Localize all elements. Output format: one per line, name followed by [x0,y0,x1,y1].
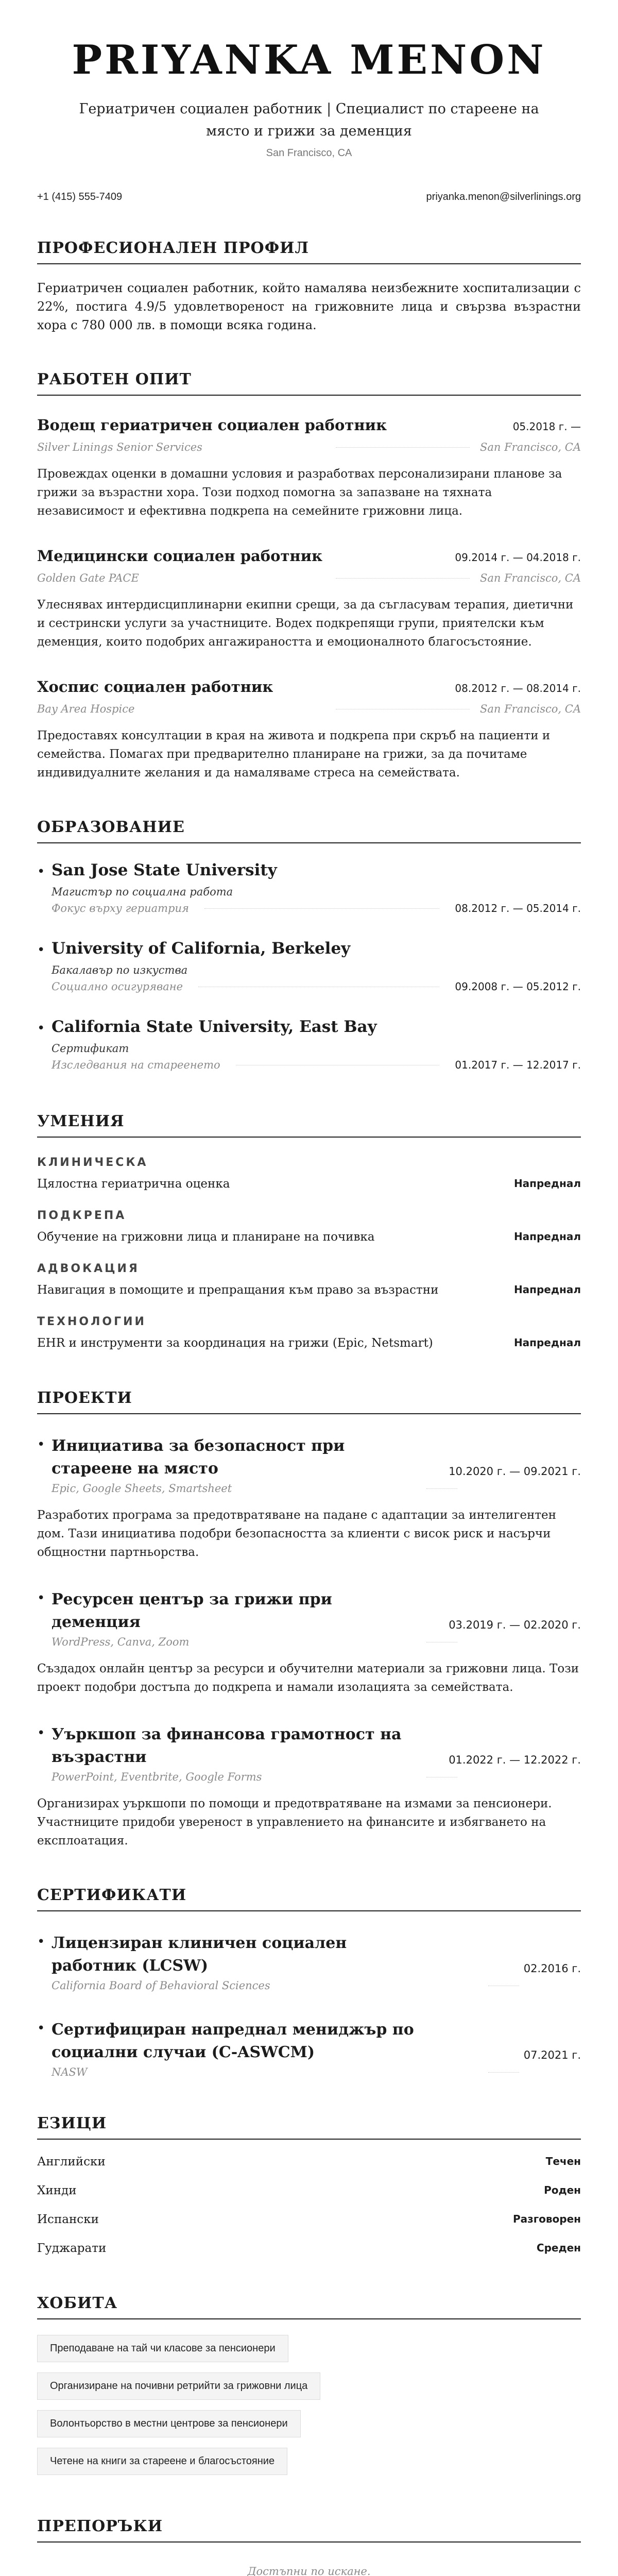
skill-name: Навигация в помощите и препращания към право за възрастни [37,1283,439,1297]
job-location: San Francisco, CA [479,441,581,453]
section-title-projects: ПРОЕКТИ [37,1389,581,1414]
education-section [37,818,581,1071]
languages-section [37,2114,581,2255]
project-date: 10.2020 г. — 09.2021 г. [449,1465,581,1478]
project-tech: PowerPoint, Eventbrite, Google Forms [52,1771,262,1783]
bullet-icon: • [37,1725,45,1741]
language-name: Английски [37,2155,106,2168]
hobby-tag: Волонтьорство в местни центрове за пенсионери [37,2410,301,2437]
section-title-skills: УМЕНИЯ [37,1112,581,1138]
language-row [37,2213,581,2226]
certificate-entry [37,1932,581,1992]
project-entry [37,1588,581,1697]
skill-level: Напреднал [513,1230,581,1243]
project-entry [37,1723,581,1850]
language-row [37,2242,581,2255]
project-name: Уъркшоп за финансова грамотност на възрастни [52,1725,402,1766]
certificate-date: 07.2021 г. [523,2049,581,2061]
edu-focus: Изследвания на стареенето [52,1059,220,1071]
certificates-section [37,1886,581,2078]
job-entry [37,547,581,651]
edu-focus: Социално осигуряване [52,980,183,993]
education-entry [37,939,581,993]
certificate-entry [37,2019,581,2078]
skill-category: КЛИНИЧЕСКА [37,1156,148,1169]
language-name: Хинди [37,2184,77,2197]
candidate-headline: Гериатричен социален работник | Специалист по стареене на място и грижи за деменция [79,101,539,139]
resume-header [37,0,581,159]
skill-level: Напреднал [513,1283,581,1296]
skill-level: Напреднал [513,1177,581,1190]
language-name: Гуджарати [37,2242,107,2255]
bullet-icon: • [37,1934,45,1950]
profile-section [37,239,581,334]
job-title: Хоспис социален работник [37,678,273,696]
section-title-experience: РАБОТЕН ОПИТ [37,370,581,396]
section-title-profile: ПРОФЕСИОНАЛЕН ПРОФИЛ [37,239,581,264]
job-company: Silver Linings Senior Services [37,441,202,453]
job-entry [37,678,581,782]
job-description: Предоставях консултации в края на живота и подкрепа при скръб на пациенти и семейства. Помагах при предварително планиране на грижи, за да почитаме индивидуалните желания и да намаляваме стреса на семействата. [37,729,551,779]
profile-summary: Гериатричен социален работник, който намалява неизбежните хоспитализации с 22%, постига 4.9/5 удовлетвореност на грижовните лица и свързва възрастни хора с 780 000 лв. в помощи всяка година. [37,281,581,332]
job-location: San Francisco, CA [479,703,581,715]
hobby-tag: Четене на книги за стареене и благосъстояние [37,2448,287,2475]
skills-section [37,1112,581,1350]
candidate-name: PRIYANKA MENON [72,37,546,83]
references-section [37,2517,581,2576]
dotted-leader [336,447,470,448]
project-description: Създадох онлайн център за ресурси и обучителни материали за грижовни лица. Този проект подобри достъпа до подкрепа и намали изолацията за семействата. [37,1662,579,1694]
project-date: 01.2022 г. — 12.2022 г. [449,1754,581,1766]
skill-category: ПОДКРЕПА [37,1209,127,1222]
project-tech: WordPress, Canva, Zoom [52,1636,190,1648]
bullet-icon: • [37,1437,45,1452]
hobby-tag: Организиране на почивни ретрийти за грижовни лица [37,2372,320,2400]
education-entry [37,1018,581,1071]
project-entry [37,1435,581,1562]
resume-content [37,0,581,2576]
candidate-location: San Francisco, CA [266,147,352,159]
certificate-issuer: California Board of Behavioral Sciences [52,1979,270,1992]
job-company: Bay Area Hospice [37,703,135,715]
bullet-icon: • [37,2021,45,2036]
edu-date: 09.2008 г. — 05.2012 г. [455,980,581,993]
language-level: Роден [544,2184,581,2196]
job-location: San Francisco, CA [479,572,581,584]
projects-section [37,1389,581,1850]
job-title: Медицински социален работник [37,547,323,565]
experience-section [37,370,581,782]
project-tech: Epic, Google Sheets, Smartsheet [52,1482,232,1495]
job-description: Улеснявах интердисциплинарни екипни срещи, за да съгласувам терапия, диетични и сестрински услуги за участниците. Водех подкрепящи групи, приятелски към деменция, които подобрих ангажираността и емоционалното благосъстояние. [37,598,574,649]
section-title-languages: ЕЗИЦИ [37,2114,581,2140]
project-description: Организирах уъркшопи по помощи и предотвратяване на измами за пенсионери. Участниците придоби увереност в управлението на финансите и избягването на експлоатация. [37,1797,552,1848]
skill-group [37,1262,581,1297]
section-title-references: ПРЕПОРЪКИ [37,2517,581,2543]
hobby-tag: Преподаване на тай чи класове за пенсионери [37,2335,288,2362]
language-name: Испански [37,2213,99,2226]
job-entry [37,416,581,520]
skill-category: ТЕХНОЛОГИИ [37,1315,146,1328]
phone-number[interactable]: +1 (415) 555-7409 [37,191,123,202]
section-title-hobbies: ХОБИТА [37,2294,581,2319]
project-name: Инициатива за безопасност при стареене на място [52,1437,345,1478]
project-name: Ресурсен център за грижи при деменция [52,1590,332,1631]
bullet-icon: • [37,942,45,958]
edu-date: 08.2012 г. — 05.2014 г. [455,902,581,914]
hobbies-section [37,2294,581,2475]
language-level: Течен [545,2155,581,2167]
project-description: Разработих програма за предотвратяване на падане с адаптации за интелигентен дом. Тази инициатива подобри безопасността за клиенти с висок риск и насърчи общностни партньорства. [37,1509,556,1559]
email-address[interactable]: priyanka.menon@silverlinings.org [426,191,581,202]
job-description: Провеждах оценки в домашни условия и разработвах персонализирани планове за грижи за възрастни хора. Този подход помогна за запазване на тяхната независимост и ефективна подкрепа на семейните грижовни лица. [37,467,562,518]
language-level: Разговорен [512,2213,581,2225]
skill-group [37,1209,581,1244]
section-title-education: ОБРАЗОВАНИЕ [37,818,581,843]
contact-row [37,191,581,203]
references-note: Достъпни по искане. [247,2565,371,2576]
certificate-name: Сертифициран напреднал мениджър по социални случаи (C-ASWCM) [52,2021,414,2061]
skill-name: EHR и инструменти за координация на грижи (Epic, Netsmart) [37,1336,433,1350]
language-level: Среден [536,2242,581,2254]
certificate-name: Лицензиран клиничен социален работник (LCSW) [52,1934,347,1975]
skill-group [37,1315,581,1350]
edu-focus: Фокус върху гериатрия [52,902,189,914]
bullet-icon: • [37,1590,45,1606]
skill-group [37,1156,581,1191]
bullet-icon: • [37,1021,45,1036]
dotted-leader [204,908,440,909]
dotted-leader [488,2072,519,2073]
project-date: 03.2019 г. — 02.2020 г. [449,1619,581,1631]
dotted-leader [426,1488,457,1489]
edu-school: California State University, East Bay [52,1018,377,1036]
job-date: 05.2018 г. — [512,420,581,433]
language-row [37,2155,581,2168]
section-title-certificates: СЕРТИФИКАТИ [37,1886,581,1911]
edu-date: 01.2017 г. — 12.2017 г. [455,1059,581,1071]
bullet-icon: • [37,864,45,879]
job-date: 09.2014 г. — 04.2018 г. [455,551,581,564]
edu-school: San Jose State University [52,861,277,879]
edu-degree: Магистър по социална работа [52,886,233,898]
skill-name: Цялостна гериатрична оценка [37,1177,230,1191]
edu-degree: Бакалавър по изкуства [52,964,188,976]
language-row [37,2184,581,2197]
job-title: Водещ гериатричен социален работник [37,416,387,434]
certificate-issuer: NASW [52,2066,88,2078]
edu-school: University of California, Berkeley [52,939,351,958]
job-date: 08.2012 г. — 08.2014 г. [455,682,581,694]
education-entry [37,861,581,914]
dotted-leader [336,578,470,579]
edu-degree: Сертификат [52,1042,129,1055]
certificate-date: 02.2016 г. [523,1962,581,1975]
job-company: Golden Gate PACE [37,572,139,584]
skill-name: Обучение на грижовни лица и планиране на почивка [37,1230,375,1244]
skill-level: Напреднал [513,1336,581,1349]
skill-category: АДВОКАЦИЯ [37,1262,140,1275]
